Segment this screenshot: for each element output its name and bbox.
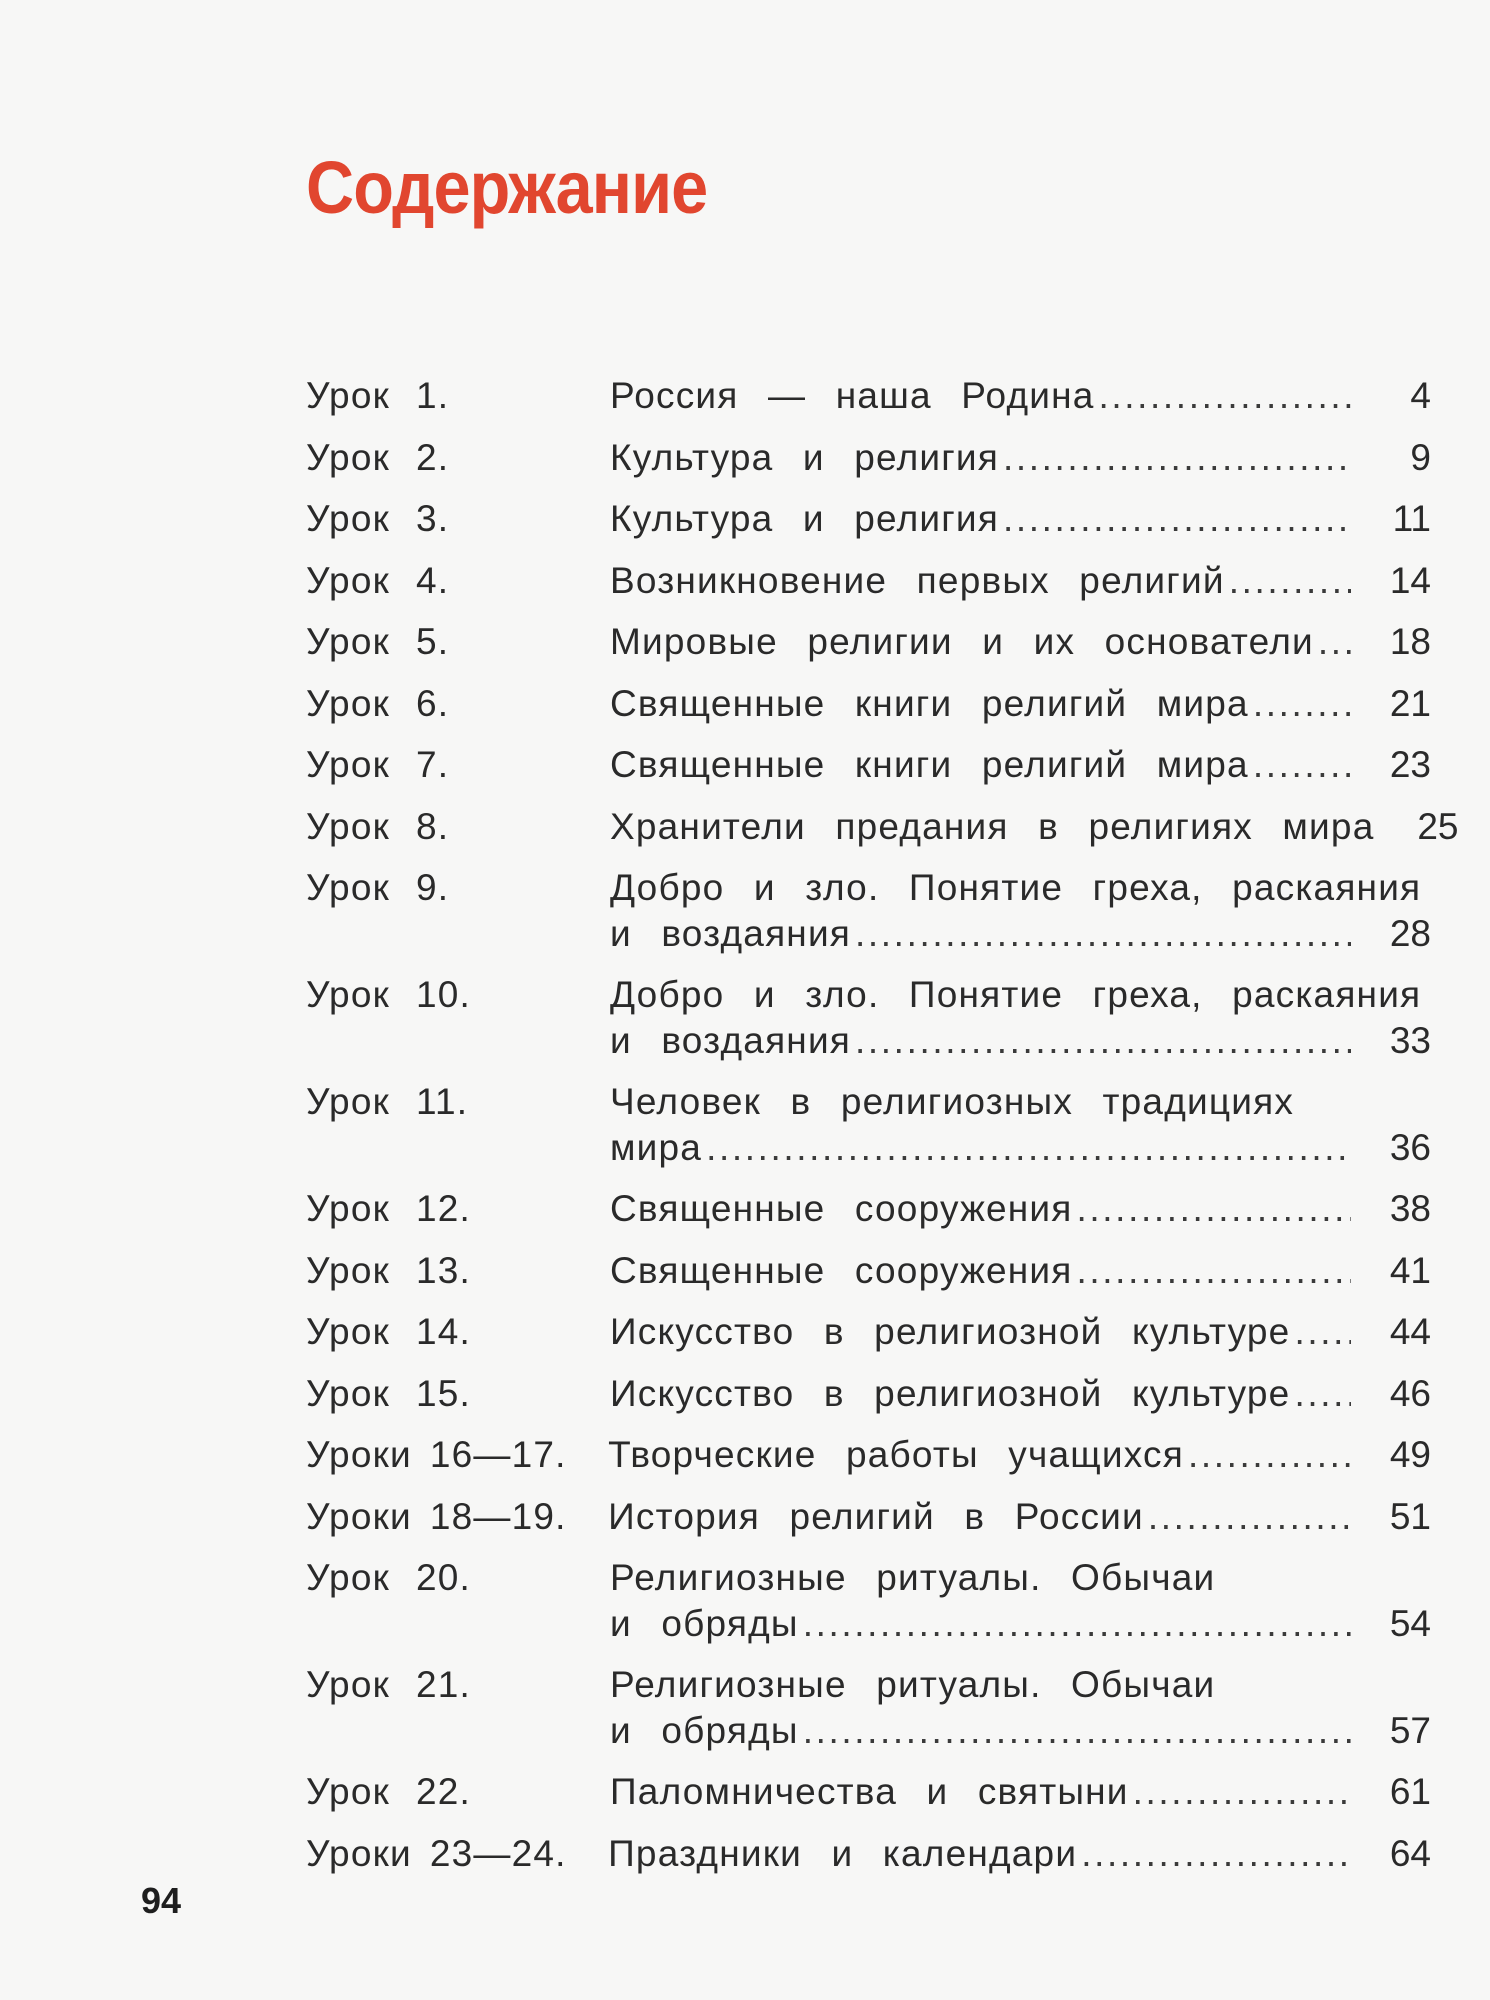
toc-entry-number: 2. <box>416 436 450 478</box>
toc-entry-lesson <box>306 673 610 735</box>
toc-entry-body <box>610 1301 1431 1363</box>
toc-entry-page: 33 <box>1389 1020 1431 1061</box>
toc-entry-page: 38 <box>1389 1188 1431 1229</box>
toc-entry-title: Священные сооружения <box>610 1188 1073 1229</box>
toc-entry-title: Праздники и календари <box>608 1832 1078 1874</box>
toc-entry-body <box>610 427 1431 489</box>
toc-entry-title: и воздаяния <box>610 913 852 954</box>
toc-entry-lesson <box>306 1486 608 1548</box>
toc-entry-number: 15. <box>416 1372 472 1414</box>
dot-leader <box>1081 1823 1351 1885</box>
toc-entry-number: 21. <box>416 1664 472 1705</box>
toc-entry-lesson-word: Урок <box>306 436 390 478</box>
toc-entry-lesson-word: Уроки <box>306 1495 412 1537</box>
toc-entry-body <box>610 611 1431 673</box>
toc-entry-page: 11 <box>1392 498 1431 539</box>
toc-entry-title: История религий в России <box>608 1495 1144 1537</box>
toc-entry-page: 18 <box>1389 621 1431 662</box>
toc-entry-number: 7. <box>416 744 450 785</box>
toc-entry-lesson <box>306 550 610 612</box>
page-title: Содержание <box>306 146 708 229</box>
toc-entry-line <box>610 1125 1431 1178</box>
toc-entry-page: 61 <box>1389 1771 1431 1812</box>
toc-entry-number: 18—19. <box>429 1495 567 1537</box>
toc-entry[interactable] <box>306 1424 1431 1486</box>
toc-entry-title: Возникновение первых религий <box>610 559 1225 601</box>
toc-entry-page: 36 <box>1389 1127 1431 1168</box>
toc-entry-lesson <box>306 964 610 1026</box>
toc-entry-number: 13. <box>416 1249 472 1291</box>
dot-leader <box>706 1125 1351 1171</box>
toc-entry-body <box>610 1240 1431 1302</box>
toc-entry-lesson <box>306 1363 610 1425</box>
toc-entry-lesson <box>306 365 610 427</box>
toc-entry-body <box>610 964 1431 1071</box>
toc-entry-body <box>610 1178 1431 1240</box>
toc-entry-body <box>610 796 1459 858</box>
toc-entry-body <box>610 365 1431 427</box>
toc-entry-page: 57 <box>1389 1710 1431 1751</box>
toc-entry-body <box>610 673 1431 735</box>
toc-entry-line <box>610 488 1431 550</box>
toc-entry-title: Творческие работы учащихся <box>608 1434 1184 1475</box>
toc-entry-lesson-word: Урок <box>306 1081 390 1122</box>
table-of-contents <box>306 365 1459 1884</box>
toc-entry-page: 54 <box>1389 1603 1431 1644</box>
toc-entry-body <box>608 1486 1431 1548</box>
toc-entry[interactable] <box>306 673 1431 735</box>
toc-entry-title: Человек в религиозных традициях <box>610 1081 1295 1122</box>
toc-entry-line <box>610 1654 1431 1708</box>
toc-entry-line <box>608 1424 1431 1486</box>
toc-entry-page: 46 <box>1389 1372 1431 1414</box>
toc-entry-line <box>610 1301 1431 1363</box>
toc-entry-lesson-word: Урок <box>306 621 390 662</box>
toc-entry[interactable] <box>306 611 1431 673</box>
toc-entry-lesson-word: Уроки <box>306 1832 412 1874</box>
toc-entry-lesson <box>306 857 610 919</box>
toc-entry-lesson-word: Урок <box>306 1372 390 1414</box>
toc-entry-body <box>610 1761 1431 1823</box>
toc-entry-number: 22. <box>416 1771 472 1812</box>
toc-entry-title: Добро и зло. Понятие греха, раскаяния <box>610 974 1422 1015</box>
toc-entry-lesson-word: Урок <box>306 974 390 1015</box>
dot-leader <box>1188 1424 1351 1486</box>
toc-entry-page: 21 <box>1389 682 1431 724</box>
toc-entry-line <box>610 911 1431 964</box>
toc-entry-body <box>610 550 1431 612</box>
toc-entry-page: 25 <box>1417 805 1459 847</box>
toc-entry-lesson <box>306 611 610 673</box>
toc-entry-lesson-word: Урок <box>306 559 390 601</box>
toc-entry-title: Паломничества и святыни <box>610 1771 1129 1812</box>
toc-entry-line <box>610 1071 1431 1125</box>
toc-entry-line <box>610 1363 1431 1425</box>
toc-entry-line <box>610 1761 1431 1823</box>
dot-leader <box>855 1018 1351 1064</box>
toc-entry[interactable] <box>306 365 1431 427</box>
toc-entry-line <box>610 611 1431 673</box>
dot-leader <box>1003 488 1351 550</box>
toc-entry-title: Культура и религия <box>610 436 1000 478</box>
toc-entry-lesson-word: Урок <box>306 1311 390 1352</box>
toc-entry-lesson <box>306 1178 610 1240</box>
toc-entry-number: 3. <box>416 498 450 539</box>
toc-entry-title: и обряды <box>610 1603 799 1644</box>
toc-entry-lesson <box>306 734 610 796</box>
toc-entry-number: 4. <box>416 559 450 601</box>
toc-entry-lesson <box>306 796 610 858</box>
toc-entry-number: 20. <box>416 1557 472 1598</box>
toc-entry-line <box>610 1708 1431 1761</box>
toc-entry-page: 23 <box>1389 744 1431 785</box>
dot-leader <box>1003 427 1351 489</box>
dot-leader <box>803 1601 1351 1647</box>
toc-entry-number: 14. <box>416 1311 472 1352</box>
toc-entry-number: 12. <box>416 1188 472 1229</box>
dot-leader <box>1294 1363 1351 1425</box>
toc-entry-line <box>610 1601 1431 1654</box>
toc-entry-body <box>608 1823 1431 1885</box>
toc-entry-title: Священные книги религий мира <box>610 744 1249 785</box>
toc-entry[interactable] <box>306 1071 1431 1178</box>
toc-entry-line <box>610 427 1431 489</box>
toc-entry-lesson-word: Урок <box>306 1188 390 1229</box>
toc-entry-lesson-word: Урок <box>306 744 390 785</box>
toc-entry-lesson <box>306 1301 610 1363</box>
toc-entry-body <box>610 1654 1431 1761</box>
toc-entry-line <box>608 1823 1431 1885</box>
toc-entry-lesson-word: Урок <box>306 1771 390 1812</box>
toc-entry[interactable] <box>306 1761 1431 1823</box>
toc-entry-title: и воздаяния <box>610 1020 852 1061</box>
toc-entry[interactable] <box>306 964 1431 1071</box>
dot-leader <box>1077 1178 1351 1240</box>
toc-entry-line <box>610 796 1459 858</box>
toc-entry-page: 14 <box>1389 559 1431 601</box>
toc-entry-body <box>610 1547 1431 1654</box>
toc-entry-title: Хранители предания в религиях мира <box>610 805 1375 847</box>
toc-entry-lesson-word: Уроки <box>306 1434 412 1475</box>
toc-entry-lesson-word: Урок <box>306 1664 390 1705</box>
dot-leader <box>803 1708 1351 1754</box>
toc-entry-title: Священные сооружения <box>610 1249 1073 1291</box>
toc-entry-page: 9 <box>1410 436 1431 478</box>
toc-entry-number: 8. <box>416 805 450 847</box>
toc-entry-line <box>610 857 1431 911</box>
toc-entry-lesson-word: Урок <box>306 682 390 724</box>
toc-entry-page: 28 <box>1389 913 1431 954</box>
toc-entry[interactable] <box>306 1547 1431 1654</box>
toc-entry-lesson <box>306 1424 608 1486</box>
toc-entry-number: 1. <box>416 375 450 416</box>
toc-entry-line <box>610 964 1431 1018</box>
toc-entry[interactable] <box>306 734 1431 796</box>
toc-entry-title: Искусство в религиозной культуре <box>610 1311 1291 1352</box>
toc-entry[interactable] <box>306 796 1459 858</box>
toc-entry-lesson-word: Урок <box>306 498 390 539</box>
toc-entry[interactable] <box>306 1823 1431 1885</box>
toc-entry-page: 41 <box>1389 1249 1431 1291</box>
toc-entry[interactable] <box>306 1363 1431 1425</box>
toc-entry-body <box>608 1424 1431 1486</box>
toc-entry-lesson-word: Урок <box>306 375 390 416</box>
toc-entry-lesson <box>306 1761 610 1823</box>
toc-entry-lesson <box>306 1240 610 1302</box>
toc-entry-line <box>610 1547 1431 1601</box>
toc-entry-body <box>610 734 1431 796</box>
toc-entry-number: 23—24. <box>429 1832 567 1874</box>
dot-leader <box>1099 365 1351 427</box>
toc-entry[interactable] <box>306 1178 1431 1240</box>
toc-entry-lesson <box>306 1547 610 1609</box>
toc-entry-line <box>610 550 1431 612</box>
toc-entry-title: Искусство в религиозной культуре <box>610 1372 1291 1414</box>
toc-entry-body <box>610 857 1431 964</box>
dot-leader <box>1318 611 1351 673</box>
toc-entry[interactable] <box>306 1240 1431 1302</box>
toc-entry-lesson-word: Урок <box>306 1249 390 1291</box>
toc-entry[interactable] <box>306 857 1431 964</box>
toc-entry-page: 51 <box>1389 1495 1431 1537</box>
toc-entry[interactable] <box>306 1486 1431 1548</box>
dot-leader <box>1077 1240 1351 1302</box>
toc-entry-title: Мировые религии и их основатели <box>610 621 1314 662</box>
dot-leader <box>855 911 1351 957</box>
toc-entry-number: 11. <box>416 1081 469 1122</box>
toc-entry[interactable] <box>306 1654 1431 1761</box>
toc-entry-page: 49 <box>1389 1434 1431 1475</box>
toc-entry-line <box>610 1178 1431 1240</box>
toc-entry-line <box>610 1018 1431 1071</box>
toc-entry-line <box>610 365 1431 427</box>
toc-entry-line <box>610 1240 1431 1302</box>
toc-entry-number: 5. <box>416 621 450 662</box>
toc-entry-lesson-word: Урок <box>306 805 390 847</box>
toc-entry[interactable] <box>306 1301 1431 1363</box>
toc-entry-title: Россия — наша Родина <box>610 375 1095 416</box>
toc-entry-title: и обряды <box>610 1710 799 1751</box>
toc-entry-lesson <box>306 1071 610 1133</box>
toc-entry-title: мира <box>610 1127 703 1168</box>
toc-entry-lesson <box>306 1823 608 1885</box>
page-number: 94 <box>141 1880 182 1921</box>
toc-entry-line <box>610 734 1431 796</box>
toc-entry-title: Добро и зло. Понятие греха, раскаяния <box>610 867 1422 908</box>
toc-entry-lesson <box>306 1654 610 1716</box>
toc-entry-line <box>608 1486 1431 1548</box>
toc-entry-line <box>610 673 1431 735</box>
toc-entry-title: Культура и религия <box>610 498 1000 539</box>
toc-entry[interactable] <box>306 550 1431 612</box>
toc-entry-body <box>610 1071 1431 1178</box>
toc-entry-lesson-word: Урок <box>306 867 390 908</box>
toc-entry-title: Религиозные ритуалы. Обычаи <box>610 1557 1216 1598</box>
toc-entry[interactable] <box>306 488 1431 550</box>
toc-entry[interactable] <box>306 427 1431 489</box>
toc-entry-number: 10. <box>416 974 472 1015</box>
toc-entry-number: 16—17. <box>429 1434 567 1475</box>
dot-leader <box>1253 673 1351 735</box>
toc-entry-number: 9. <box>416 867 450 908</box>
toc-entry-lesson <box>306 488 610 550</box>
toc-entry-number: 6. <box>416 682 450 724</box>
toc-entry-lesson <box>306 427 610 489</box>
toc-entry-body <box>610 488 1431 550</box>
toc-entry-lesson-word: Урок <box>306 1557 390 1598</box>
toc-entry-page: 64 <box>1389 1832 1431 1874</box>
dot-leader <box>1133 1761 1351 1823</box>
toc-entry-page: 4 <box>1410 375 1431 416</box>
toc-entry-body <box>610 1363 1431 1425</box>
dot-leader <box>1229 550 1351 612</box>
dot-leader <box>1148 1486 1351 1548</box>
toc-entry-title: Религиозные ритуалы. Обычаи <box>610 1664 1216 1705</box>
toc-entry-page: 44 <box>1389 1311 1431 1352</box>
dot-leader <box>1294 1301 1351 1363</box>
dot-leader <box>1253 734 1351 796</box>
toc-entry-title: Священные книги религий мира <box>610 682 1249 724</box>
